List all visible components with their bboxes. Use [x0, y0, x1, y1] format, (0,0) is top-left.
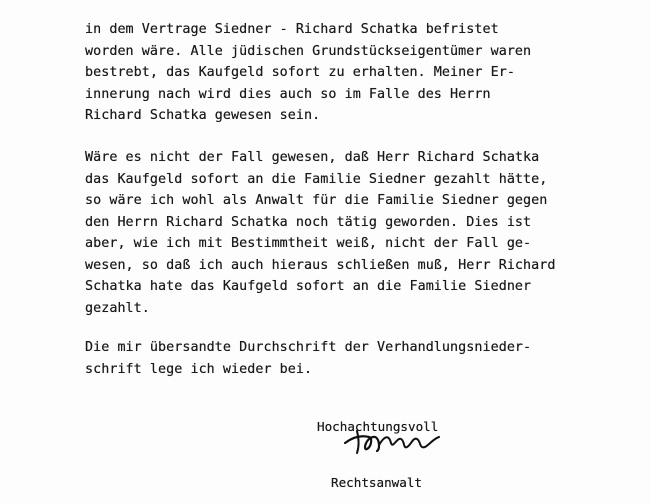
text-line: gezahlt. [85, 300, 150, 316]
signer-title: Rechtsanwalt [331, 475, 422, 490]
text-line: Die mir übersandte Durchschrift der Verhandlungsnieder- [85, 340, 532, 355]
text-line: das Kaufgeld sofort an die Familie Siedner gezahlt hätte, [85, 171, 548, 187]
paragraph-2 [85, 147, 556, 319]
text-line: aber, wie ich mit Bestimmtheit weiß, nicht der Fall ge- [85, 236, 532, 251]
text-line: Richard Schatka gewesen sein. [85, 108, 321, 123]
text-line: den Herrn Richard Schatka noch tätig geworden. Dies ist [85, 214, 532, 230]
text-line: bestrebt, das Kaufgeld sofort zu erhalten. Meiner Er- [85, 65, 515, 80]
text-line: innerung nach wird dies auch so im Falle des Herrn [85, 86, 491, 102]
text-line: Wäre es nicht der Fall gewesen, daß Herr Richard Schatka [85, 150, 540, 165]
closing-salutation: Hochachtungsvoll [317, 419, 439, 434]
paragraph-1 [85, 19, 531, 127]
text-line: schrift lege ich wieder bei. [85, 361, 313, 377]
text-line: so wäre ich wohl als Anwalt für die Familie Siedner gegen [85, 193, 548, 208]
text-line: worden wäre. Alle jüdischen Grundstückseigentümer waren [85, 43, 532, 59]
paragraph-3 [85, 337, 531, 380]
text-line: wesen, so daß ich auch hieraus schließen muß, Herr Richard [85, 257, 556, 273]
text-line: in dem Vertrage Siedner - Richard Schatka befristet [85, 22, 499, 37]
handwritten-signature [343, 425, 443, 455]
text-line: Schatka hate das Kaufgeld sofort an die Familie Siedner [85, 279, 532, 294]
